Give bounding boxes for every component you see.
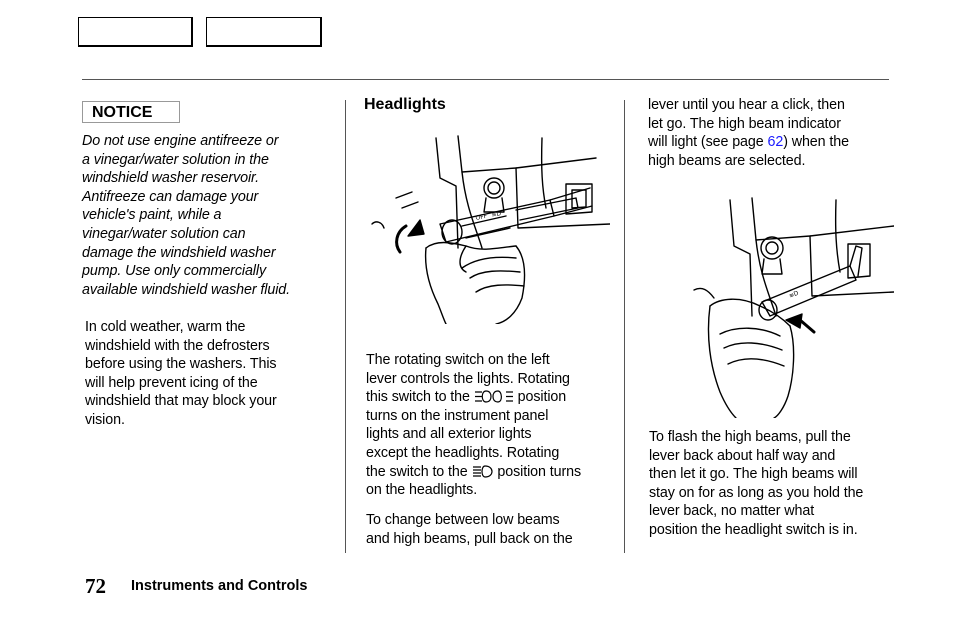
parking-lights-icon [474, 389, 514, 404]
flash-high-beams-text [649, 428, 863, 540]
cold-weather-line: In cold weather, warm the [85, 319, 246, 335]
notice-line: damage the windshield washer [82, 244, 276, 261]
next-page-button[interactable] [206, 17, 322, 47]
text-line: stay on for as long as you hold the [649, 484, 864, 501]
text-line: then let it go. The high beams will [649, 466, 858, 483]
section-footer-title: Instruments and Controls [131, 578, 308, 594]
cold-weather-line: will help prevent icing of the [85, 374, 258, 391]
notice-line: available windshield washer fluid. [82, 281, 290, 298]
text-line: lever back about half way and [649, 447, 836, 464]
notice-line: a vinegar/water solution in the [82, 151, 269, 168]
text-line [366, 463, 581, 482]
text-line: and high beams, pull back on the [366, 530, 573, 547]
text-line: except the headlights. Rotating [366, 444, 560, 461]
text-segment: the switch to the [366, 463, 468, 480]
cold-weather-line: windshield with the defrosters [85, 337, 270, 354]
text-line: position the headlight switch is in. [649, 521, 858, 538]
text-line: lever back, no matter what [649, 503, 815, 520]
cold-weather-line: windshield that may block your [85, 393, 277, 410]
lever-click-text [648, 96, 849, 170]
notice-text [82, 132, 290, 299]
text-segment: ) when the [783, 134, 849, 151]
text-line: To flash the high beams, pull the [649, 429, 851, 445]
notice-line: windshield washer reservoir. [82, 170, 260, 187]
cold-weather-text [85, 318, 277, 430]
column-divider-left [345, 100, 346, 553]
svg-text:≡D: ≡D [490, 210, 502, 219]
notice-line: pump. Use only commercially [82, 263, 267, 280]
text-line [366, 388, 581, 407]
headlight-icon [472, 464, 494, 479]
notice-line: Do not use engine antifreeze or [82, 133, 279, 149]
text-line: high beams are selected. [648, 152, 806, 169]
text-line: lights and all exterior lights [366, 426, 532, 443]
svg-text:OFF: OFF [474, 212, 488, 222]
notice-line: Antifreeze can damage your [82, 188, 259, 205]
notice-line: vehicle's paint, while a [82, 207, 222, 224]
cold-weather-line: vision. [85, 411, 125, 428]
column-divider-right [624, 100, 625, 553]
notice-heading: NOTICE [82, 101, 180, 123]
header-divider [82, 79, 889, 80]
cold-weather-line: before using the washers. This [85, 356, 277, 373]
text-segment: this switch to the [366, 389, 470, 406]
high-beam-lever-illustration [650, 186, 894, 418]
text-line: turns on the instrument panel [366, 407, 549, 424]
page-number: 72 [85, 574, 106, 598]
text-segment: position [517, 389, 567, 406]
text-line: on the headlights. [366, 482, 478, 499]
previous-page-button[interactable] [78, 17, 193, 47]
change-beams-text [366, 511, 573, 548]
section-heading: Headlights [364, 96, 446, 113]
rotating-switch-text [366, 351, 581, 500]
text-line: let go. The high beam indicator [648, 115, 841, 132]
svg-text:≡D: ≡D [788, 289, 800, 300]
text-line [648, 133, 849, 152]
text-line: To change between low beams [366, 512, 560, 528]
text-line: lever until you hear a click, then [648, 97, 845, 113]
headlight-switch-illustration [366, 128, 610, 324]
notice-line: vinegar/water solution can [82, 225, 246, 242]
text-line: lever controls the lights. Rotating [366, 370, 570, 387]
text-line: The rotating switch on the left [366, 352, 550, 368]
text-segment: position turns [497, 463, 582, 480]
text-segment: will light (see page [648, 134, 764, 151]
page-62-link[interactable]: 62 [767, 134, 784, 151]
